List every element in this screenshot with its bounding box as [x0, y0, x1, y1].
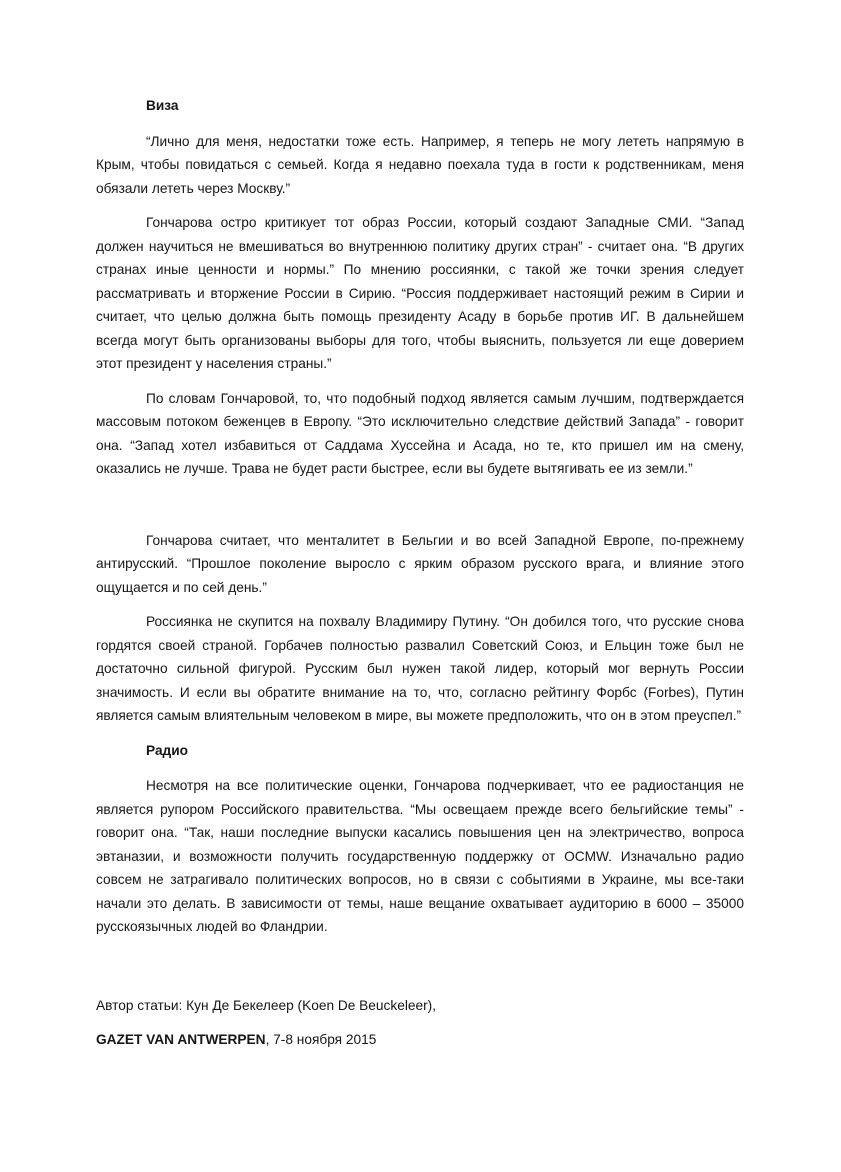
footer-publication-date: , 7-8 ноября 2015	[265, 1032, 377, 1047]
paragraph-visa-personal: “Лично для меня, недостатки тоже есть. Например, я теперь не могу лететь напрямую в Крым, чтобы повидаться с семьей. Когда я недавно поехала туда в гости к родственникам, меня обязали лететь через Москву.”	[96, 133, 744, 196]
blank-space	[96, 492, 744, 529]
footer-author-line: Автор статьи: Кун Де Бекелеер (Koen De Beuckeleer),	[96, 997, 437, 1013]
paragraph-radio-station: Несмотря на все политические оценки, Гончарова подчеркивает, что ее радиостанция не является рупором Российского правительства. “Мы освещаем прежде всего бельгийские темы” - говорит она. “Так, наши последние выпуски касались повышения цен на электричество, вопроса эвтаназии, и возможности получить государственную поддержку от OCMW. Изначально радио совсем не затрагивало политических вопросов, но в связи с событиями в Украине, мы все-таки начали это делать. В зависимости от темы, наше вещание охватывает аудиторию в 6000 – 35000 русскоязычных людей во Фландрии.	[96, 778, 744, 934]
footer-publication-line	[96, 1028, 744, 1052]
paragraph-refugees: По словам Гончаровой, то, что подобный подход является самым лучшим, подтверждается массовым потоком беженцев в Европу. “Это исключительно следствие действий Запада” - говорит она. “Запад хотел избавиться от Саддама Хуссейна и Асада, но те, кто пришел им на смену, оказались не лучше. Трава не будет расти быстрее, если вы будете вытягивать ее из земли.”	[96, 390, 744, 476]
section-heading-radio: Радио	[146, 742, 189, 758]
footer-publisher-name: GAZET VAN ANTWERPEN	[96, 1032, 266, 1047]
blank-space	[96, 950, 744, 994]
paragraph-putin-praise: Россиянка не скупится на похвалу Владимиру Путину. “Он добился того, что русские снова гордятся своей страной. Горбачев полностью развалил Советский Союз, и Ельцин тоже был не достаточно сильной фигурой. Русским был нужен такой лидер, который мог вернуть России значимость. И если вы обратите внимание на то, что, согласно рейтингу Форбс (Forbes), Путин является самым влиятельным человеком в мире, вы можете предположить, что он в этом преуспел.”	[96, 614, 744, 723]
paragraph-mentality: Гончарова считает, что менталитет в Бельгии и во всей Западной Европе, по-прежнему антирусский. “Прошлое поколение выросло с ярким образом русского врага, и влияние этого ощущается и по сей день.”	[96, 532, 744, 595]
section-heading-visa: Виза	[146, 98, 179, 113]
paragraph-western-media: Гончарова остро критикует тот образ России, который создают Западные СМИ. “Запад должен научиться не вмешиваться во внутреннюю политику других стран” - считает она. “В других странах иные ценности и нормы.” По мнению россиянки, с такой же точки зрения следует рассматривать и вторжение России в Сирию. “Россия поддерживает настоящий режим в Сирии и считает, что целью должна быть помощь президенту Асаду в борьбе против ИГ. В дальнейшем всегда могут быть организованы выборы для того, чтобы выяснить, пользуется ли еще доверием этот президент у населения страны.”	[96, 215, 744, 371]
